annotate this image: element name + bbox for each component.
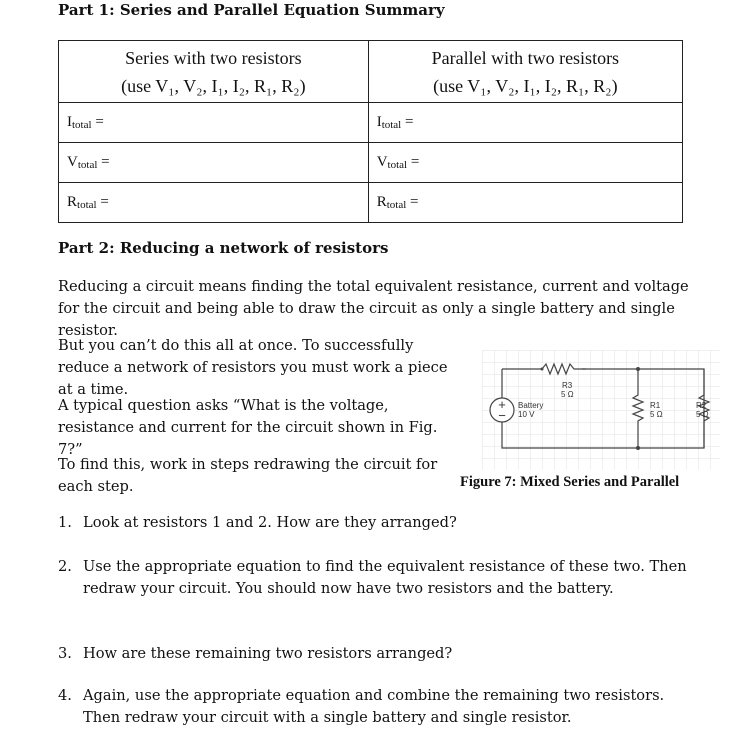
svg-text:+: + bbox=[498, 397, 506, 412]
equation-summary-table bbox=[58, 40, 683, 223]
r3-label: R3 bbox=[562, 381, 573, 390]
battery-label: Battery bbox=[518, 401, 544, 410]
paragraph: But you can’t do this all at once. To successfully reduce a network of resistors you must work a piece at a time. bbox=[58, 337, 448, 398]
r2-value: 5 Ω bbox=[696, 410, 709, 419]
svg-text:−: − bbox=[498, 408, 506, 423]
battery-value: 10 V bbox=[518, 410, 535, 419]
parallel-vtotal-cell[interactable]: $V_{total}$ = bbox=[368, 143, 682, 183]
series-header bbox=[59, 41, 369, 103]
parallel-itotal-cell[interactable]: $I_{total}$ = bbox=[368, 103, 682, 143]
parallel-rtotal-cell[interactable]: $R_{total}$ = bbox=[368, 183, 682, 223]
paragraph: Reducing a circuit means finding the total equivalent resistance, current and voltage for the circuit and being able to draw the circuit as only a single battery and single resistor. bbox=[58, 278, 689, 339]
paragraph: A typical question asks “What is the voltage, resistance and current for the circuit shown in Fig. 7?” bbox=[58, 397, 438, 458]
paragraph: To find this, work in steps redrawing the circuit for each step. bbox=[58, 456, 438, 495]
series-itotal-cell[interactable]: $I_{total}$ = bbox=[59, 103, 369, 143]
series-rtotal-cell[interactable]: $R_{total}$ = bbox=[59, 183, 369, 223]
column-title: Parallel with two resistors bbox=[431, 47, 620, 68]
circuit-diagram bbox=[482, 350, 720, 470]
r2-label: R2 bbox=[696, 401, 707, 410]
column-subtitle: (use V₁, V₂, I₁, I₂, R₁, R₂) bbox=[433, 75, 618, 96]
column-title: Series with two resistors bbox=[125, 47, 302, 68]
parallel-header bbox=[368, 41, 682, 103]
part2-heading: Part 2: Reducing a network of resistors bbox=[58, 239, 389, 257]
r1-label: R1 bbox=[650, 401, 661, 410]
r3-value: 5 Ω bbox=[561, 390, 574, 399]
figure-caption: Figure 7: Mixed Series and Parallel bbox=[460, 474, 680, 490]
column-subtitle: (use V₁, V₂, I₁, I₂, R₁, R₂) bbox=[121, 75, 306, 96]
part1-heading: Part 1: Series and Parallel Equation Summary bbox=[58, 1, 445, 19]
series-vtotal-cell[interactable]: $V_{total}$ = bbox=[59, 143, 369, 183]
r1-value: 5 Ω bbox=[650, 410, 663, 419]
